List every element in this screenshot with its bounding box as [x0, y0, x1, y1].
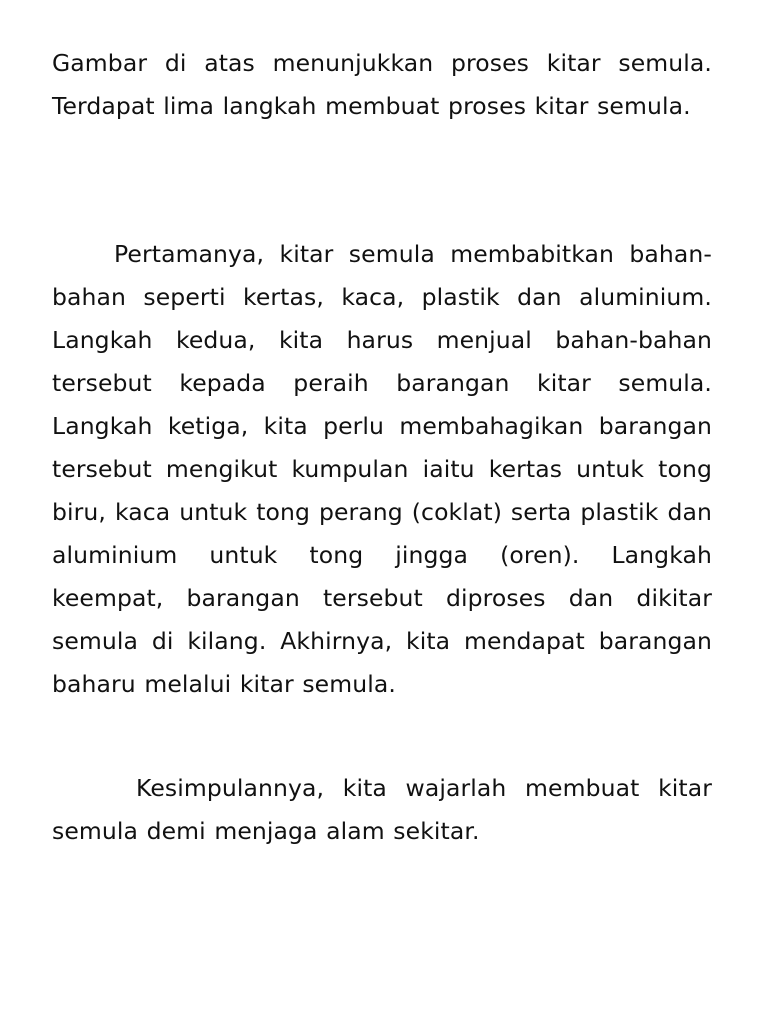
paragraph-recycling-steps: Pertamanya, kitar semula membabitkan bahan-bahan seperti kertas, kaca, plastik dan aluminium. Langkah kedua, kita harus menjual bahan-bahan tersebut kepada peraih barangan kitar semula. Langkah ketiga, kita perlu membahagikan barangan tersebut mengikut kumpulan iaitu kertas untuk tong biru, kaca untuk tong perang (coklat) serta plastik dan aluminium untuk tong jingga (oren). Langkah keempat, barangan tersebut diproses dan dikitar semula di kilang. Akhirnya, kita mendapat barangan baharu melalui kitar semula.: [52, 240, 712, 698]
paragraph-introduction: Gambar di atas menunjukkan proses kitar semula. Terdapat lima langkah membuat proses kitar semula.: [52, 49, 712, 120]
paragraph-conclusion: Kesimpulannya, kita wajarlah membuat kitar semula demi menjaga alam sekitar.: [52, 774, 712, 845]
